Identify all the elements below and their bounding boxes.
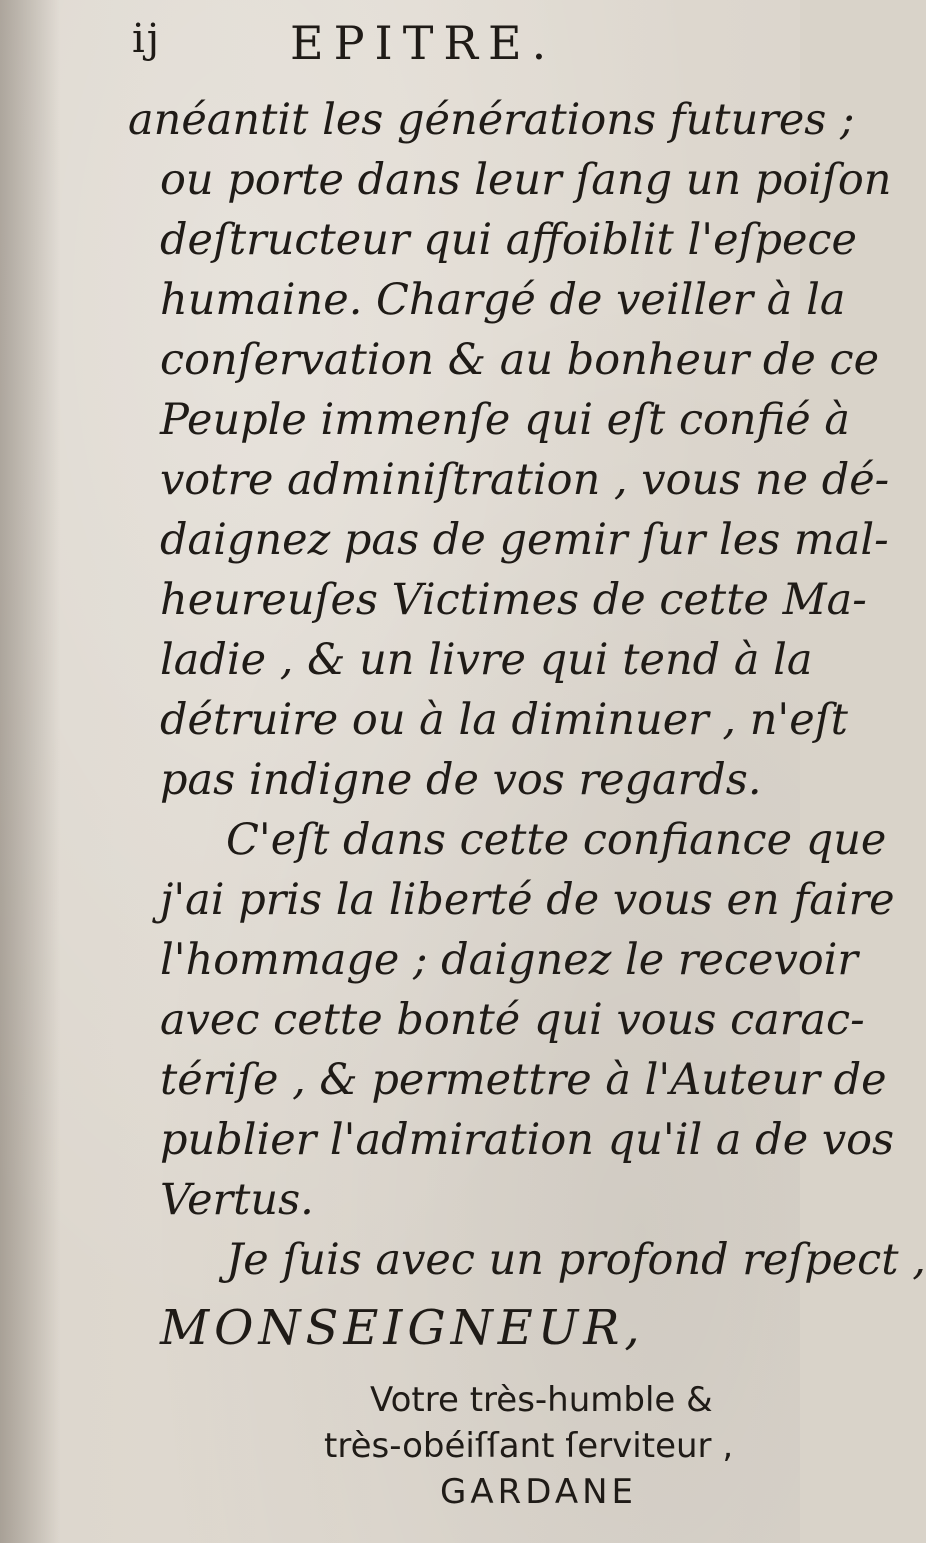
text-line: Peuple immenſe qui eſt confié à	[160, 395, 851, 445]
text-line: deſtructeur qui affoiblit l'eſpece	[160, 215, 857, 265]
salutation: MONSEIGNEUR,	[160, 1300, 645, 1356]
text-line: publier l'admiration qu'il a de vos	[160, 1115, 895, 1165]
text-line: conſervation & au bonheur de ce	[160, 335, 880, 385]
text-line: pas indigne de vos regards.	[160, 755, 762, 805]
text-line: ladie , & un livre qui tend à la	[160, 635, 813, 685]
text-line: l'hommage ; daignez le recevoir	[160, 935, 858, 985]
text-line: humaine. Chargé de veiller à la	[160, 275, 846, 325]
running-title: EPITRE.	[290, 16, 557, 70]
text-line: heureuſes Victimes de cette Ma-	[160, 575, 867, 625]
text-line: tériſe , & permettre à l'Auteur de	[160, 1055, 887, 1105]
closing-line-1: Votre très-humble &	[370, 1380, 713, 1420]
gutter-shadow	[0, 0, 60, 1543]
text-line: ou porte dans leur ſang un poiſon	[160, 155, 892, 205]
text-line: j'ai pris la liberté de vous en faire	[160, 875, 895, 925]
text-line: anéantit les générations futures ;	[128, 95, 855, 145]
text-line: avec cette bonté qui vous carac-	[160, 995, 865, 1045]
text-line: C'eſt dans cette confiance que	[226, 815, 887, 865]
text-line: votre adminiſtration , vous ne dé-	[160, 455, 890, 505]
author-signature: GARDANE	[440, 1472, 637, 1512]
running-head	[0, 8, 800, 88]
text-line: Je ſuis avec un profond reſpect ,	[226, 1235, 926, 1285]
text-line: daignez pas de gemir ſur les mal-	[160, 515, 889, 565]
text-line: Vertus.	[160, 1175, 314, 1225]
text-line: détruire ou à la diminuer , n'eſt	[160, 695, 848, 745]
closing-line-2: très-obéiſſant ſerviteur ,	[324, 1426, 734, 1466]
signature-mark: ij	[132, 16, 162, 62]
